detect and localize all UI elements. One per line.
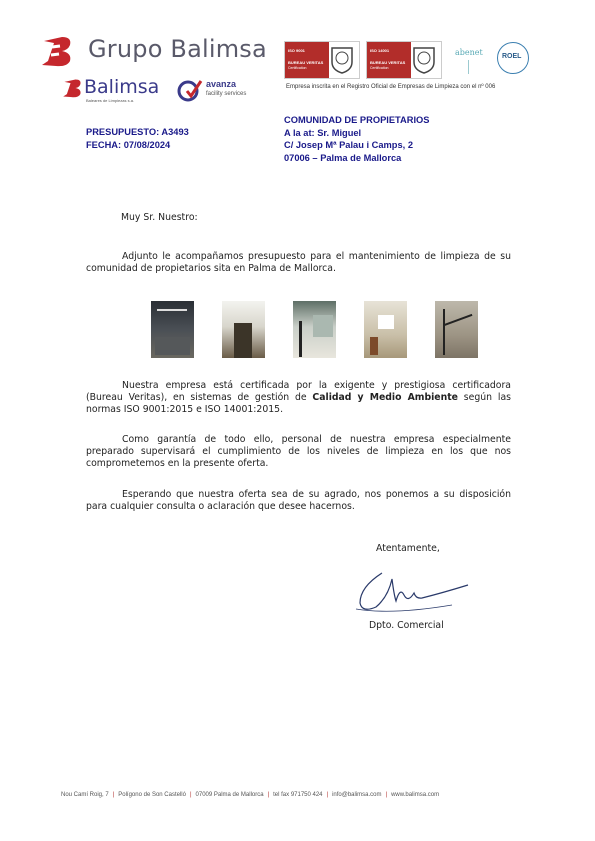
entrance-photo [364,301,407,358]
paragraph-1: Adjunto le acompañamos presupuesto para el mantenimiento de limpieza de su comunidad de propietarios sita en Palma de Mallorca. [86,251,511,275]
footer-phone: tel fax 971750 424 [273,792,323,798]
recipient-block [284,114,430,164]
grupo-balimsa-logo-icon [40,35,76,67]
footer-area: Polígono de Son Castelló [118,792,186,798]
budget-number: PRESUPUESTO: A3493 [86,127,189,137]
cert-iso: ISO 9001 [288,48,305,53]
bureau-veritas-seal-icon [329,46,355,74]
photo-strip [151,301,481,358]
footer-separator: | [112,792,115,798]
roel-logo: ROEL [502,53,522,60]
abenet-lines [468,60,483,74]
footer-separator: | [267,792,270,798]
recipient-line1: COMUNIDAD DE PROPIETARIOS [284,115,430,125]
paragraph-2-part-b: según las normas ISO 9001:2015 e ISO 14001:2015. [86,392,511,416]
lobby-photo [293,301,336,358]
budget-date: FECHA: 07/08/2024 [86,139,171,150]
bureau-veritas-seal-icon [411,46,437,74]
signature-dept: Dpto. Comercial [369,620,444,631]
registry-notice: Empresa inscrita en el Registro Oficial de Empresas de Limpieza con el nº 006 [286,84,496,90]
cert-bureau: BUREAU VERITAS [370,60,406,65]
paragraph-3: Como garantía de todo ello, personal de nuestra empresa especialmente preparado supervisará el cumplimiento de los niveles de limpieza en los que nos comprometemos en la presente oferta. [86,434,511,470]
paragraph-4: Esperando que nuestra oferta sea de su agrado, nos ponemos a su disposición para cualquier consulta o aclaración que desee hacernos. [86,489,511,513]
recipient-line3: C/ Josep Mª Palau i Camps, 2 [284,140,413,150]
footer-web[interactable]: www.balimsa.com [391,792,440,798]
stairs-down-photo [222,301,265,358]
footer-separator: | [326,792,329,798]
avanza-logo-icon [177,78,203,102]
balimsa-logo-icon [62,78,84,98]
iso-14001-cert-badge [366,41,442,79]
balimsa-subtitle: Baleares de Limpiezas s.a. [86,98,135,103]
balimsa-title: Balimsa [84,76,160,98]
salutation: Muy Sr. Nuestro: [121,212,198,223]
cert-bureau: BUREAU VERITAS [288,60,324,65]
recipient-line2: A la at: Sr. Miguel [284,127,362,138]
paragraph-2-bold: Calidad y Medio Ambiente [312,392,458,404]
paragraph-2 [86,380,511,417]
signature [352,565,472,617]
footer-email[interactable]: info@balimsa.com [332,792,382,798]
closing: Atentamente, [376,543,440,554]
footer [61,792,439,798]
recipient-line4: 07006 – Palma de Mallorca [284,152,402,163]
cert-iso: ISO 14001 [370,48,390,53]
staircase-photo [435,301,478,358]
cert-label: Certification [288,66,307,70]
footer-separator: | [385,792,388,798]
garage-photo [151,301,194,358]
grupo-balimsa-title: Grupo Balimsa [88,35,267,63]
cert-label: Certification [370,66,389,70]
avanza-subtitle: facility services [206,91,247,97]
abenet-logo: abenet [455,48,483,57]
footer-city: 07009 Palma de Mallorca [195,792,264,798]
budget-block [86,126,189,151]
paragraph-2-part-a: Nuestra empresa está certificada por la exigente y prestigiosa certificadora (Bureau Veritas), en sistemas de gestión de [86,380,511,404]
footer-separator: | [189,792,192,798]
footer-address: Nou Camí Roig, 7 [61,792,109,798]
avanza-name: avanza [206,79,237,89]
iso-9001-cert-badge [284,41,360,79]
